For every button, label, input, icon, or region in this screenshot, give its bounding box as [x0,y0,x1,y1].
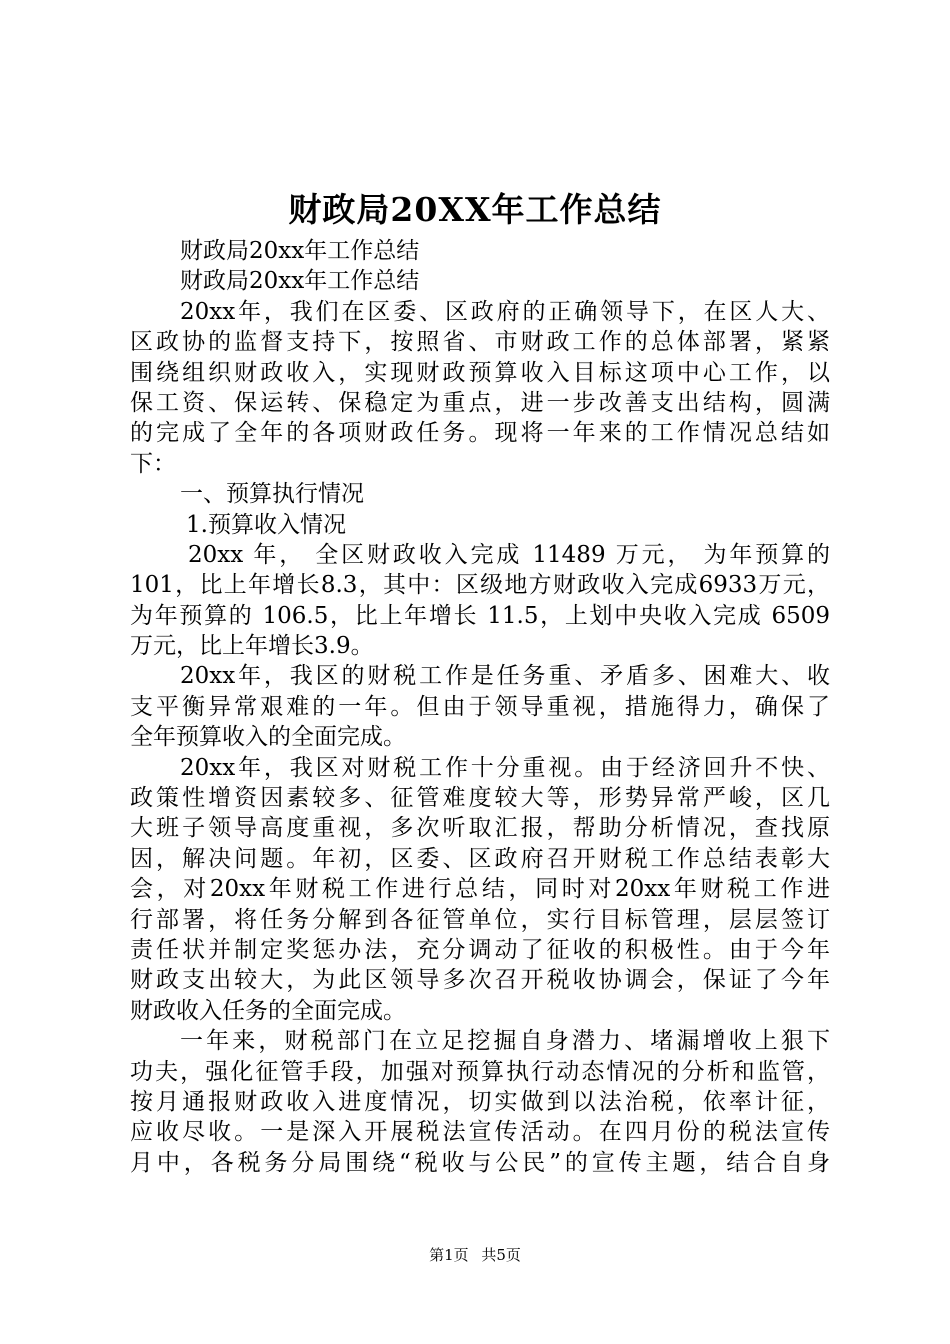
paragraph-line: 保工资、保运转、保稳定为重点，进一步改善支出结构，圆满 [130,389,830,416]
page-total: 共5页 [481,1246,521,1264]
paragraph-line: 因，解决问题。年初，区委、区政府召开财税工作总结表彰大 [130,845,830,872]
paragraph-line: 应收尽收。一是深入开展税法宣传活动。在四月份的税法宣传 [130,1119,830,1146]
section-heading: 一、预算执行情况 [180,481,364,508]
paragraph-line: 按月通报财政收入进度情况，切实做到以法治税，依率计征， [130,1088,830,1115]
paragraph-line: 20xx年，我区对财税工作十分重视。由于经济回升不快、 [180,754,830,781]
paragraph-line: 一年来，财税部门在立足挖掘自身潜力、堵漏增收上狠下 [180,1028,830,1055]
paragraph-line: 功夫，强化征管手段，加强对预算执行动态情况的分析和监管， [130,1058,830,1085]
paragraph-line: 全年预算收入的全面完成。 [130,724,406,751]
paragraph-line: 的完成了全年的各项财政任务。现将一年来的工作情况总结如 [130,420,830,447]
page-footer [0,1244,950,1266]
paragraph-line: 会，对20xx年财税工作进行总结，同时对20xx年财税工作进 [130,876,830,903]
paragraph-line: 20xx年，我们在区委、区政府的正确领导下，在区人大、 [180,298,830,325]
paragraph-line: 下： [130,450,176,477]
paragraph-line: 行部署，将任务分解到各征管单位，实行目标管理，层层签订 [130,906,830,933]
document-title: 财政局20XX年工作总结 [288,190,662,229]
paragraph-line: 为年预算的 106.5，比上年增长 11.5，上划中央收入完成 6509 [130,602,830,629]
paragraph-line: 区政协的监督支持下，按照省、市财政工作的总体部署，紧紧 [130,329,830,356]
page-number: 第1页 [429,1246,469,1264]
paragraph-line: 月中，各税务分局围绕“税收与公民”的宣传主题，结合自身 [130,1149,830,1176]
paragraph-line: 支平衡异常艰难的一年。但由于领导重视，措施得力，确保了 [130,693,830,720]
subsection-heading: 1.预算收入情况 [186,511,346,538]
paragraph-line: 财政支出较大，为此区领导多次召开税收协调会，保证了今年 [130,967,830,994]
paragraph-line: 万元，比上年增长3.9。 [130,633,374,660]
paragraph-line: 围绕组织财政收入，实现财政预算收入目标这项中心工作，以 [130,359,830,386]
paragraph-line: 101，比上年增长8.3，其中：区级地方财政收入完成6933万元， [130,572,830,599]
paragraph-line: 大班子领导高度重视，多次听取汇报，帮助分析情况，查找原 [130,815,830,842]
paragraph-line: 政策性增资因素较多、征管难度较大等，形势异常严峻，区几 [130,785,830,812]
paragraph-line: 20xx 年， 全区财政收入完成 11489 万元， 为年预算的 [188,541,830,568]
subtitle-line: 财政局20xx年工作总结 [180,238,420,264]
paragraph-line: 20xx年，我区的财税工作是任务重、矛盾多、困难大、收 [180,663,830,690]
paragraph-line: 责任状并制定奖惩办法，充分调动了征收的积极性。由于今年 [130,936,830,963]
subtitle-line: 财政局20xx年工作总结 [180,268,420,295]
paragraph-line: 财政收入任务的全面完成。 [130,997,406,1024]
document-body [130,236,830,1178]
